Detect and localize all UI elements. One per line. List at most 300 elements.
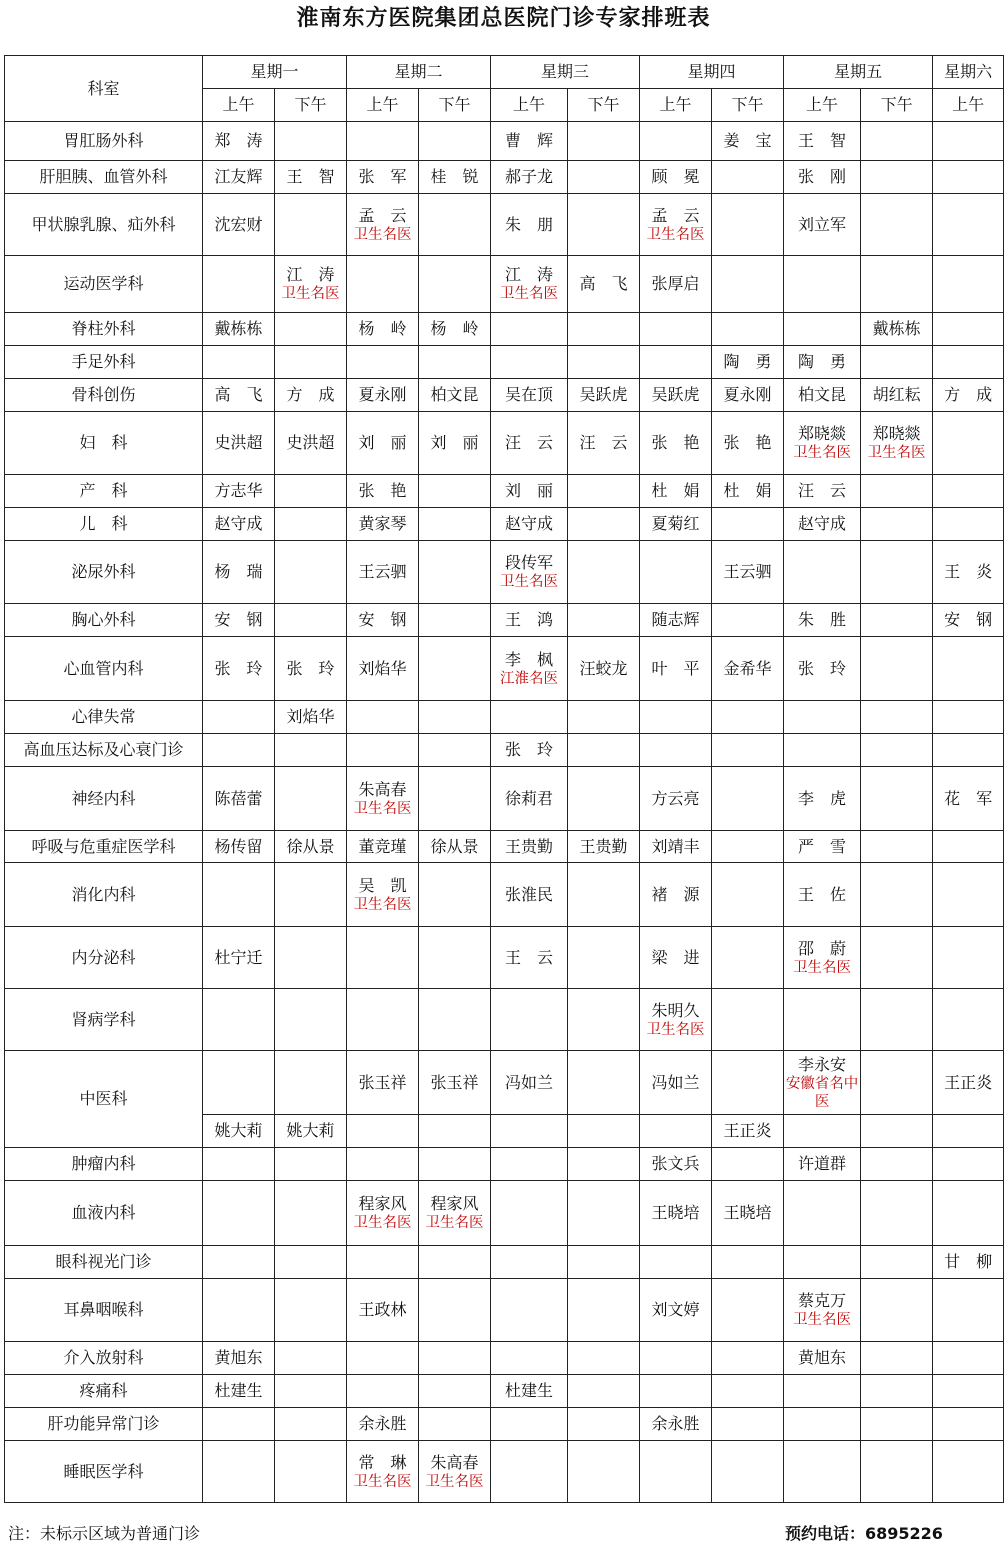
schedule-cell: [275, 122, 347, 161]
schedule-cell: [419, 1181, 491, 1246]
schedule-cell: [568, 831, 640, 863]
schedule-cell: [203, 1342, 275, 1375]
schedule-cell: [203, 379, 275, 412]
doctor-name: 汪蛟龙: [579, 658, 628, 678]
schedule-row: [5, 1246, 1004, 1279]
schedule-cell: [568, 604, 640, 637]
schedule-cell: [568, 1279, 640, 1342]
doctor-name: 王正炎: [723, 1121, 772, 1140]
doctor-name: 王云驷: [723, 562, 772, 581]
doctor-name: 赵守成: [505, 514, 554, 533]
schedule-cell: [568, 161, 640, 194]
schedule-cell: [861, 122, 933, 161]
schedule-cell: [640, 863, 712, 927]
doctor-name: 杨 岭: [358, 319, 407, 338]
schedule-cell: [640, 989, 712, 1051]
schedule-cell: [203, 734, 275, 767]
schedule-cell: [203, 989, 275, 1051]
schedule-cell: [784, 256, 861, 313]
schedule-cell: [861, 475, 933, 508]
schedule-cell: [712, 313, 784, 346]
schedule-cell: [419, 604, 491, 637]
doctor-name: 陶 勇: [723, 352, 772, 371]
schedule-cell: [640, 734, 712, 767]
doctor-name: 夏永刚: [723, 385, 772, 404]
schedule-cell: [861, 313, 933, 346]
day-header: 星期六: [933, 56, 1004, 89]
schedule-cell: [419, 541, 491, 604]
schedule-cell: [491, 475, 568, 508]
schedule-row: [5, 313, 1004, 346]
schedule-cell: [275, 989, 347, 1051]
schedule-cell: [712, 256, 784, 313]
schedule-cell: [347, 831, 419, 863]
schedule-cell: [203, 161, 275, 194]
schedule-cell: [640, 1051, 712, 1115]
schedule-cell: [491, 1181, 568, 1246]
schedule-cell: [712, 475, 784, 508]
schedule-cell: [275, 1441, 347, 1503]
schedule-cell: [712, 508, 784, 541]
schedule-row: [5, 1375, 1004, 1408]
schedule-cell: [203, 1375, 275, 1408]
schedule-cell: [275, 1279, 347, 1342]
honor-title: 江淮名医: [500, 670, 559, 687]
dept-name: 心律失常: [5, 701, 203, 734]
doctor-name: 王 鸿: [505, 610, 554, 629]
doctor-name: 李 枫: [505, 649, 554, 669]
schedule-cell: [568, 1051, 640, 1115]
schedule-cell: [347, 927, 419, 989]
schedule-cell: [568, 508, 640, 541]
schedule-cell: [347, 194, 419, 256]
am-header: 上午: [347, 89, 419, 122]
schedule-cell: [640, 1148, 712, 1181]
schedule-cell: [712, 989, 784, 1051]
doctor-name: 方云亮: [651, 788, 700, 808]
schedule-cell: [347, 1148, 419, 1181]
schedule-cell: [568, 1115, 640, 1148]
schedule-cell: [275, 863, 347, 927]
doctor-name: 方 成: [944, 385, 993, 404]
doctor-name: 冯如兰: [505, 1072, 554, 1092]
schedule-cell: [933, 475, 1004, 508]
doctor-name: 史洪超: [286, 433, 335, 452]
schedule-cell: [933, 927, 1004, 989]
schedule-cell: [347, 313, 419, 346]
schedule-row: [5, 412, 1004, 475]
schedule-cell: [347, 1181, 419, 1246]
schedule-cell: [347, 508, 419, 541]
schedule-cell: [933, 1342, 1004, 1375]
am-header: 上午: [491, 89, 568, 122]
schedule-cell: [933, 1441, 1004, 1503]
doctor-name: 陈蓓蕾: [214, 788, 263, 808]
schedule-cell: [419, 1246, 491, 1279]
schedule-cell: [640, 412, 712, 475]
doctor-name: 叶 平: [651, 658, 700, 678]
schedule-cell: [419, 122, 491, 161]
schedule-cell: [784, 1051, 861, 1115]
doctor-name: 刘文婷: [651, 1300, 700, 1319]
schedule-cell: [861, 194, 933, 256]
schedule-cell: [203, 122, 275, 161]
pm-header: 下午: [712, 89, 784, 122]
doctor-name: 徐莉君: [505, 788, 554, 808]
schedule-cell: [861, 989, 933, 1051]
am-header: 上午: [203, 89, 275, 122]
dept-name: 肝胆胰、血管外科: [5, 161, 203, 194]
doctor-name: 张 军: [358, 167, 407, 186]
doctor-name: 夏菊红: [651, 514, 700, 533]
doctor-name: 王 炎: [944, 562, 993, 581]
doctor-name: 张玉祥: [430, 1072, 479, 1092]
schedule-row: [5, 1441, 1004, 1503]
doctor-name: 王贵勤: [505, 836, 554, 856]
schedule-cell: [491, 1115, 568, 1148]
schedule-cell: [203, 475, 275, 508]
dept-name: 泌尿外科: [5, 541, 203, 604]
schedule-cell: [784, 1441, 861, 1503]
schedule-cell: [419, 863, 491, 927]
schedule-cell: [784, 508, 861, 541]
schedule-cell: [347, 701, 419, 734]
schedule-cell: [568, 379, 640, 412]
schedule-row: [5, 194, 1004, 256]
schedule-cell: [203, 863, 275, 927]
schedule-cell: [640, 831, 712, 863]
schedule-cell: [933, 541, 1004, 604]
schedule-cell: [419, 989, 491, 1051]
schedule-cell: [784, 122, 861, 161]
doctor-name: 刘焰华: [358, 658, 407, 678]
schedule-cell: [640, 701, 712, 734]
dept-name: 血液内科: [5, 1181, 203, 1246]
doctor-name: 张厚启: [651, 274, 700, 293]
schedule-cell: [640, 1181, 712, 1246]
schedule-cell: [347, 1279, 419, 1342]
doctor-name: 安 钢: [944, 610, 993, 629]
schedule-cell: [419, 831, 491, 863]
doctor-name: 邵 蔚: [798, 938, 847, 958]
doctor-name: 顾 冕: [651, 167, 700, 186]
schedule-cell: [784, 831, 861, 863]
schedule-row: [5, 604, 1004, 637]
schedule-cell: [933, 767, 1004, 831]
schedule-cell: [203, 194, 275, 256]
schedule-cell: [491, 701, 568, 734]
schedule-cell: [568, 313, 640, 346]
dept-name: 产 科: [5, 475, 203, 508]
schedule-cell: [568, 122, 640, 161]
doctor-name: 褚 源: [651, 884, 700, 904]
schedule-cell: [419, 1375, 491, 1408]
schedule-cell: [712, 194, 784, 256]
dept-name: 儿 科: [5, 508, 203, 541]
doctor-name: 李永安: [798, 1054, 847, 1074]
schedule-row: [5, 989, 1004, 1051]
schedule-cell: [491, 161, 568, 194]
doctor-name: 安 钢: [214, 610, 263, 629]
schedule-cell: [640, 927, 712, 989]
schedule-cell: [784, 1115, 861, 1148]
schedule-cell: [203, 508, 275, 541]
honor-title: 卫生名医: [646, 226, 705, 243]
schedule-cell: [712, 604, 784, 637]
schedule-cell: [712, 1279, 784, 1342]
schedule-cell: [784, 194, 861, 256]
am-header: 上午: [784, 89, 861, 122]
doctor-name: 黄旭东: [798, 1348, 847, 1367]
schedule-cell: [203, 412, 275, 475]
schedule-cell: [712, 541, 784, 604]
dept-name: 肾病学科: [5, 989, 203, 1051]
schedule-cell: [491, 122, 568, 161]
schedule-cell: [640, 475, 712, 508]
schedule-cell: [784, 379, 861, 412]
schedule-cell: [203, 701, 275, 734]
schedule-cell: [419, 194, 491, 256]
schedule-cell: [419, 346, 491, 379]
schedule-cell: [491, 734, 568, 767]
schedule-cell: [784, 1246, 861, 1279]
schedule-cell: [861, 637, 933, 701]
doctor-name: 刘立军: [798, 214, 847, 234]
schedule-cell: [347, 1441, 419, 1503]
booking-phone: 预约电话：6895226: [785, 1524, 943, 1543]
doctor-name: 王 佐: [798, 884, 847, 904]
schedule-cell: [419, 734, 491, 767]
schedule-cell: [640, 379, 712, 412]
honor-title: 卫生名医: [867, 445, 926, 461]
doctor-name: 高 飞: [579, 274, 628, 293]
schedule-cell: [347, 1051, 419, 1115]
day-header: 星期一: [203, 56, 347, 89]
schedule-cell: [275, 1181, 347, 1246]
schedule-cell: [568, 346, 640, 379]
doctor-name: 孟 云: [358, 205, 407, 225]
schedule-cell: [419, 313, 491, 346]
doctor-name: 李 虎: [798, 788, 847, 808]
schedule-cell: [933, 734, 1004, 767]
schedule-cell: [568, 1375, 640, 1408]
schedule-row: [5, 346, 1004, 379]
footer-note: 注：未标示区域为普通门诊: [8, 1524, 201, 1543]
pm-header: 下午: [275, 89, 347, 122]
am-header: 上午: [933, 89, 1004, 122]
schedule-cell: [933, 831, 1004, 863]
schedule-cell: [203, 1115, 275, 1148]
schedule-cell: [419, 1279, 491, 1342]
schedule-cell: [861, 1115, 933, 1148]
schedule-cell: [933, 313, 1004, 346]
doctor-name: 张 玲: [214, 658, 263, 678]
schedule-cell: [861, 927, 933, 989]
schedule-row: [5, 1181, 1004, 1246]
schedule-cell: [861, 701, 933, 734]
schedule-row: [5, 1051, 1004, 1115]
schedule-cell: [784, 989, 861, 1051]
schedule-cell: [275, 313, 347, 346]
schedule-cell: [640, 1408, 712, 1441]
honor-title: 卫生名医: [353, 800, 412, 817]
schedule-row: [5, 863, 1004, 927]
schedule-cell: [419, 637, 491, 701]
schedule-cell: [203, 346, 275, 379]
schedule-row: [5, 508, 1004, 541]
doctor-name: 杨 瑞: [214, 562, 263, 581]
schedule-cell: [933, 701, 1004, 734]
doctor-name: 刘 丽: [430, 433, 479, 452]
schedule-cell: [491, 1342, 568, 1375]
doctor-name: 汪 云: [579, 433, 628, 452]
dept-name: 心血管内科: [5, 637, 203, 701]
doctor-name: 许道群: [798, 1154, 847, 1173]
schedule-cell: [784, 313, 861, 346]
doctor-name: 郑 涛: [214, 131, 263, 150]
doctor-name: 张 艳: [358, 481, 407, 500]
dept-name: 中医科: [5, 1051, 203, 1148]
schedule-cell: [784, 161, 861, 194]
schedule-cell: [933, 508, 1004, 541]
schedule-cell: [784, 863, 861, 927]
schedule-cell: [712, 701, 784, 734]
schedule-cell: [203, 1148, 275, 1181]
schedule-cell: [784, 1342, 861, 1375]
schedule-row: [5, 379, 1004, 412]
doctor-name: 刘焰华: [286, 707, 335, 726]
schedule-cell: [275, 637, 347, 701]
schedule-cell: [640, 256, 712, 313]
dept-name: 消化内科: [5, 863, 203, 927]
schedule-cell: [275, 1051, 347, 1115]
schedule-cell: [861, 412, 933, 475]
doctor-name: 朱明久: [651, 1000, 700, 1020]
doctor-name: 张 玲: [505, 740, 554, 759]
schedule-cell: [491, 508, 568, 541]
schedule-cell: [568, 1441, 640, 1503]
doctor-name: 余永胜: [651, 1414, 700, 1433]
schedule-cell: [419, 1148, 491, 1181]
doctor-name: 桂 锐: [430, 167, 479, 186]
schedule-row: [5, 122, 1004, 161]
schedule-cell: [784, 541, 861, 604]
schedule-cell: [933, 1246, 1004, 1279]
doctor-name: 王 智: [286, 167, 335, 186]
dept-name: 运动医学科: [5, 256, 203, 313]
schedule-cell: [419, 1342, 491, 1375]
honor-title: 卫生名医: [793, 445, 852, 461]
doctor-name: 张文兵: [651, 1154, 700, 1173]
schedule-cell: [491, 1246, 568, 1279]
schedule-cell: [640, 541, 712, 604]
schedule-cell: [491, 989, 568, 1051]
dept-name: 肝功能异常门诊: [5, 1408, 203, 1441]
schedule-cell: [203, 927, 275, 989]
doctor-name: 姜 宝: [723, 131, 772, 150]
schedule-cell: [568, 989, 640, 1051]
doctor-name: 胡红耘: [872, 385, 921, 404]
doctor-name: 赵守成: [214, 514, 263, 533]
schedule-cell: [203, 637, 275, 701]
doctor-name: 吴在顶: [505, 385, 554, 404]
schedule-cell: [640, 1246, 712, 1279]
schedule-cell: [861, 508, 933, 541]
schedule-table: [4, 55, 1004, 1503]
schedule-cell: [491, 194, 568, 256]
doctor-name: 董竞瑾: [358, 836, 407, 856]
schedule-cell: [640, 1342, 712, 1375]
schedule-cell: [640, 1375, 712, 1408]
doctor-name: 王晓培: [723, 1203, 772, 1222]
doctor-name: 柏文昆: [798, 385, 847, 404]
doctor-name: 史洪超: [214, 433, 263, 452]
schedule-cell: [861, 831, 933, 863]
schedule-cell: [568, 637, 640, 701]
doctor-name: 王政林: [358, 1300, 407, 1319]
schedule-cell: [784, 637, 861, 701]
doctor-name: 郝子龙: [505, 167, 554, 186]
schedule-cell: [784, 604, 861, 637]
schedule-cell: [784, 927, 861, 989]
schedule-cell: [275, 194, 347, 256]
schedule-cell: [933, 1051, 1004, 1115]
doctor-name: 方志华: [214, 481, 263, 500]
schedule-cell: [275, 604, 347, 637]
doctor-name: 余永胜: [358, 1414, 407, 1433]
dept-name: 胸心外科: [5, 604, 203, 637]
doctor-name: 蔡克万: [798, 1291, 847, 1310]
doctor-name: 王正炎: [944, 1072, 993, 1092]
doctor-name: 杜 娟: [723, 481, 772, 500]
doctor-name: 戴栋栋: [872, 319, 921, 338]
page-title: 淮南东方医院集团总医院门诊专家排班表: [296, 6, 711, 31]
schedule-cell: [861, 1051, 933, 1115]
schedule-row: [5, 1279, 1004, 1342]
schedule-cell: [419, 1408, 491, 1441]
schedule-cell: [275, 734, 347, 767]
schedule-row: [5, 734, 1004, 767]
schedule-row: [5, 1342, 1004, 1375]
schedule-cell: [347, 1342, 419, 1375]
schedule-cell: [275, 412, 347, 475]
schedule-cell: [568, 475, 640, 508]
schedule-cell: [933, 1375, 1004, 1408]
doctor-name: 张 艳: [651, 433, 700, 452]
doctor-name: 金希华: [723, 658, 772, 678]
schedule-cell: [275, 541, 347, 604]
schedule-cell: [419, 256, 491, 313]
schedule-cell: [491, 831, 568, 863]
doctor-name: 徐从景: [286, 836, 335, 856]
doctor-name: 郑晓燚: [798, 424, 847, 443]
schedule-cell: [347, 379, 419, 412]
schedule-cell: [203, 1279, 275, 1342]
doctor-name: 冯如兰: [651, 1072, 700, 1092]
doctor-name: 刘靖丰: [651, 836, 700, 856]
schedule-cell: [347, 767, 419, 831]
pm-header: 下午: [861, 89, 933, 122]
schedule-cell: [347, 1408, 419, 1441]
schedule-cell: [784, 412, 861, 475]
schedule-cell: [933, 194, 1004, 256]
doctor-name: 姚大莉: [214, 1121, 263, 1140]
schedule-cell: [712, 1115, 784, 1148]
schedule-cell: [347, 989, 419, 1051]
dept-name: 介入放射科: [5, 1342, 203, 1375]
schedule-cell: [712, 927, 784, 989]
schedule-cell: [568, 1342, 640, 1375]
